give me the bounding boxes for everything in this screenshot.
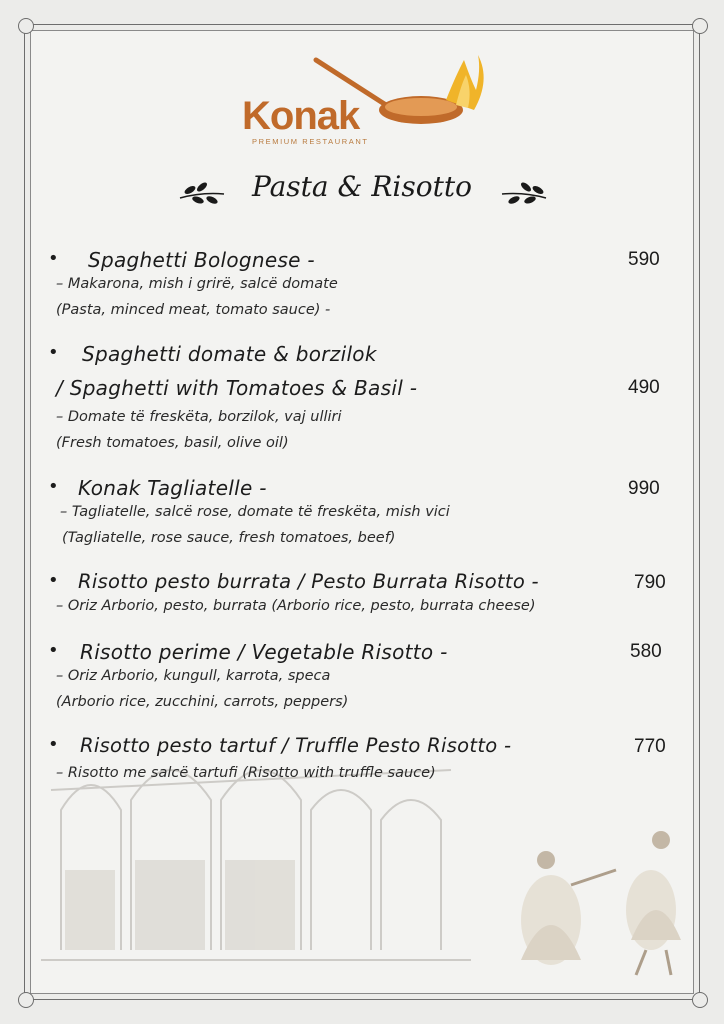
bullet: • xyxy=(48,570,59,591)
right-sprig-icon xyxy=(500,178,548,206)
item-name: Risotto pesto tartuf / Truffle Pesto Risotto - xyxy=(80,734,512,757)
item-name-en: / Spaghetti with Tomatoes & Basil - xyxy=(56,376,418,400)
item-name: Konak Tagliatelle - xyxy=(78,476,267,500)
item-description-en: (Tagliatelle, rose sauce, fresh tomatoes, beef) xyxy=(62,530,396,546)
bullet: • xyxy=(48,248,59,269)
logo-wordmark: Konak xyxy=(242,94,360,138)
item-name: Spaghetti domate & borzilok xyxy=(82,342,377,366)
bullet: • xyxy=(48,342,59,363)
item-price: 580 xyxy=(630,641,662,662)
item-name: Spaghetti Bolognese - xyxy=(88,248,315,272)
item-price: 590 xyxy=(628,249,660,270)
bullet: • xyxy=(48,640,59,661)
item-price: 490 xyxy=(628,377,660,398)
bullet: • xyxy=(48,476,59,497)
section-title: Pasta & Risotto xyxy=(252,170,472,203)
restaurant-logo xyxy=(236,50,496,150)
logo-tagline: PREMIUM RESTAURANT xyxy=(252,137,369,146)
corner-ornament xyxy=(692,18,708,34)
item-description: – Risotto me salcë tartufi (Risotto with truffle sauce) xyxy=(56,765,436,781)
item-description: – Tagliatelle, salcë rose, domate të freskëta, mish vici xyxy=(60,504,450,520)
item-description-en: (Fresh tomatoes, basil, olive oil) xyxy=(56,435,289,451)
item-price: 790 xyxy=(634,572,666,593)
bullet: • xyxy=(48,734,59,755)
item-description: – Makarona, mish i grirë, salcë domate xyxy=(56,276,338,292)
item-description-en: (Pasta, minced meat, tomato sauce) - xyxy=(56,302,331,318)
item-description-en: (Arborio rice, zucchini, carrots, peppers) xyxy=(56,694,349,710)
item-description: – Domate të freskëta, borzilok, vaj ulliri xyxy=(56,409,342,425)
item-name: Risotto pesto burrata / Pesto Burrata Risotto - xyxy=(78,570,539,593)
item-name: Risotto perime / Vegetable Risotto - xyxy=(80,640,448,664)
corner-ornament xyxy=(18,992,34,1008)
corner-ornament xyxy=(18,18,34,34)
item-price: 990 xyxy=(628,478,660,499)
corner-ornament xyxy=(692,992,708,1008)
item-price: 770 xyxy=(634,736,666,757)
item-description: – Oriz Arborio, pesto, burrata (Arborio rice, pesto, burrata cheese) xyxy=(56,598,536,614)
item-description: – Oriz Arborio, kungull, karrota, speca xyxy=(56,668,331,684)
